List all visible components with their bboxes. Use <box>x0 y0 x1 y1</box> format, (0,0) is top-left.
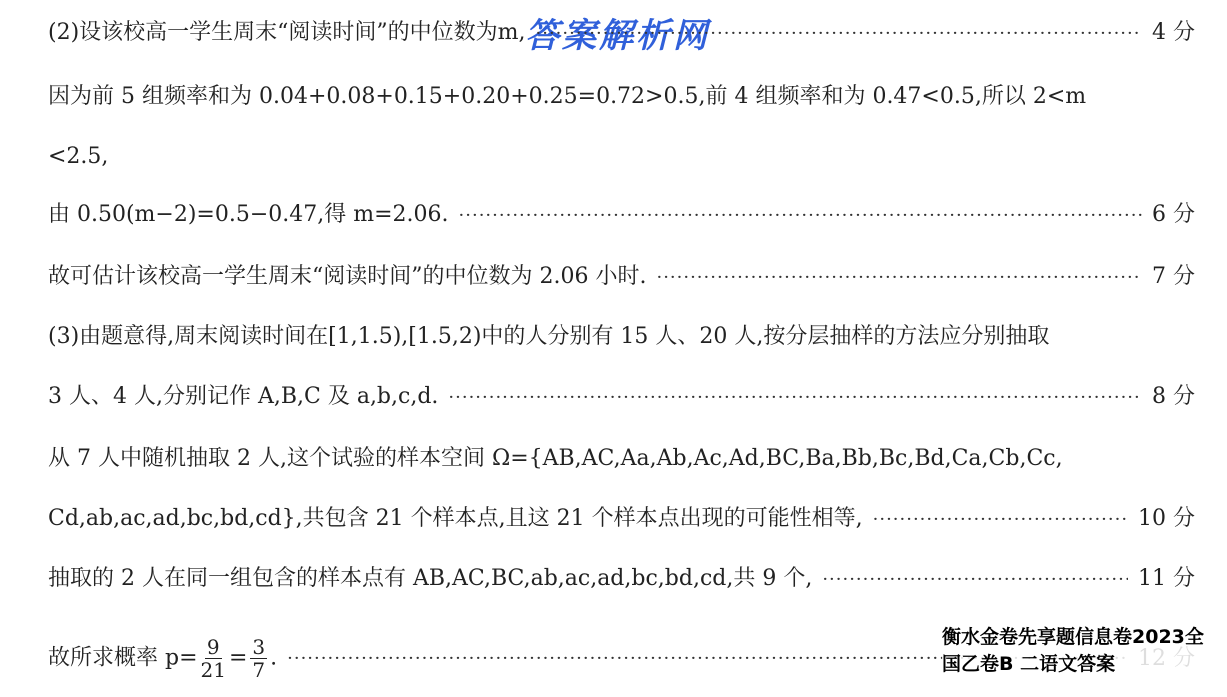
solution-line: 故可估计该校高一学生周末“阅读时间”的中位数为 2.06 小时. ····· 7 分 <box>48 262 1195 293</box>
solution-line: 3 人、4 人,分别记作 A,B,C 及 a,b,c,d. ····· 8 分 <box>48 382 1195 413</box>
solution-line: <2.5, <box>48 144 109 169</box>
score-label: 11 分 <box>1138 566 1195 591</box>
watermark: 答案解析网 <box>525 16 710 56</box>
solution-line: 从 7 人中随机抽取 2 人,这个试验的样本空间 Ω={AB,AC,Aa,Ab,Ac,Ad,BC,Ba,Bb,Bc,Bd,Ca,Cb,Cc, <box>48 446 1063 471</box>
leader-dots <box>873 505 1128 535</box>
final-probability-line: 故所求概率 p= $\frac{9}{21}$ = $\frac{3}{7}$ . ····· <box>48 636 1195 681</box>
score-label: 8 分 <box>1152 384 1195 409</box>
fraction: $\frac{3}{7}$ <box>252 635 266 682</box>
score-label: 10 分 <box>1138 506 1195 531</box>
score-label: 6 分 <box>1152 202 1195 227</box>
score-label: 7 分 <box>1152 264 1195 289</box>
source-badge: 衡水金卷先享题信息卷2023全 国乙卷B 二语文答案 <box>942 624 1227 678</box>
leader-dots <box>536 19 1142 49</box>
solution-line: 抽取的 2 人在同一组包含的样本点有 AB,AC,BC,ab,ac,ad,bc,bd,cd,共 9 个, ····· 11 分 <box>48 564 1195 595</box>
leader-dots <box>656 263 1142 293</box>
solution-line: (3)由题意得,周末阅读时间在[1,1.5),[1.5,2)中的人分别有 15 人、20 人,按分层抽样的方法应分别抽取 <box>48 324 1050 349</box>
leader-dots <box>822 565 1128 595</box>
leader-dots <box>448 383 1142 413</box>
solution-line: Cd,ab,ac,ad,bc,bd,cd},共包含 21 个样本点,且这 21 个样本点出现的可能性相等, ····· 10 分 <box>48 504 1195 535</box>
fraction: $\frac{9}{21}$ <box>200 635 226 682</box>
solution-line: (2)设该校高一学生周末“阅读时间”的中位数为m, ····· 4 分 <box>48 18 1195 49</box>
solution-line: 由 0.50(m−2)=0.5−0.47,得 m=2.06. ····· 6 分 <box>48 200 1195 231</box>
solution-line: 因为前 5 组频率和为 0.04+0.08+0.15+0.20+0.25=0.72>0.5,前 4 组频率和为 0.47<0.5,所以 2<m <box>48 84 1087 109</box>
leader-dots <box>459 201 1142 231</box>
score-label: 4 分 <box>1152 20 1195 45</box>
